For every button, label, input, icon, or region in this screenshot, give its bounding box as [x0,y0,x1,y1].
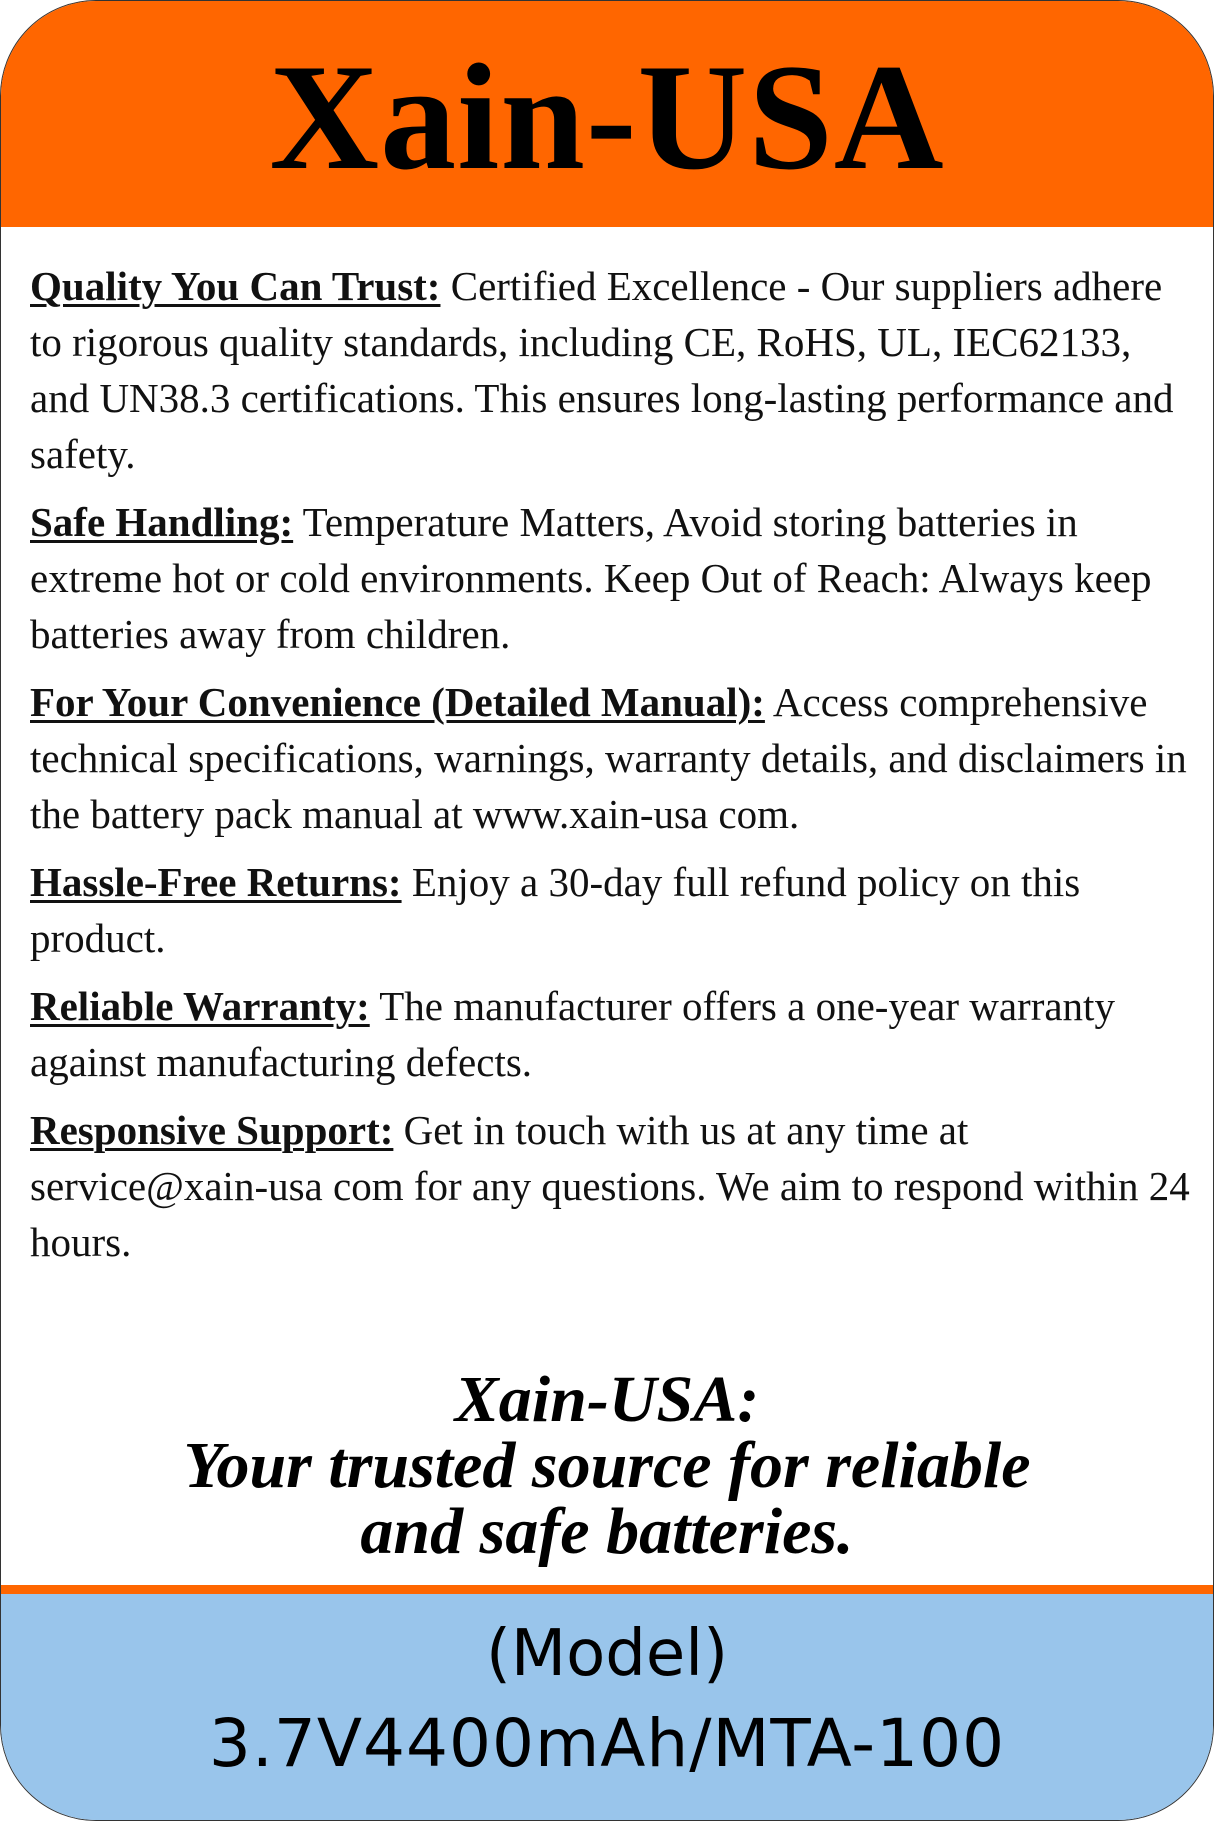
section-text: The manufacturer offers a one-year warranty against manufacturing defects. [30,983,1115,1085]
section-returns [30,854,1200,966]
section-warranty [30,978,1200,1090]
info-content [30,258,1200,1282]
tagline-line-1: Xain-USA: [454,1363,760,1436]
section-text: Certified Excellence - Our suppliers adhere to rigorous quality standards, including CE, RoHS, UL, IEC62133, and UN38.3 certifications. This ensures long-lasting performance and safety. [30,263,1174,477]
tagline-line-2: Your trusted source for reliable [183,1429,1031,1502]
section-safe-handling [30,494,1200,662]
section-text: Get in touch with us at any time at service@xain-usa com for any questions. We aim to respond within 24 hours. [30,1107,1190,1265]
section-text: Enjoy a 30-day full refund policy on this product. [30,859,1081,961]
section-support [30,1102,1200,1270]
brand-title: Xain-USA [269,33,945,201]
model-label: (Model) [485,1617,729,1691]
tagline-line-3: and safe batteries. [360,1495,854,1568]
section-title: Responsive Support: [30,1107,394,1153]
section-quality [30,258,1200,482]
section-title: For Your Convenience (Detailed Manual): [30,679,765,725]
section-text: Access comprehensive technical specifications, warnings, warranty details, and disclaimers in the battery pack manual at www.xain-usa com. [30,679,1187,837]
model-value: 3.7V4400mAh/MTA-100 [208,1705,1006,1782]
footer-divider [1,1585,1213,1594]
model-footer [1,1594,1213,1821]
header-banner [1,1,1213,227]
tagline [1,1363,1213,1568]
section-title: Safe Handling: [30,499,294,545]
section-text: Temperature Matters, Avoid storing batteries in extreme hot or cold environments. Keep Out of Reach: Always keep batteries away from children. [30,499,1152,657]
section-convenience [30,674,1200,842]
section-title: Hassle-Free Returns: [30,859,402,905]
section-title: Quality You Can Trust: [30,263,441,309]
section-title: Reliable Warranty: [30,983,370,1029]
